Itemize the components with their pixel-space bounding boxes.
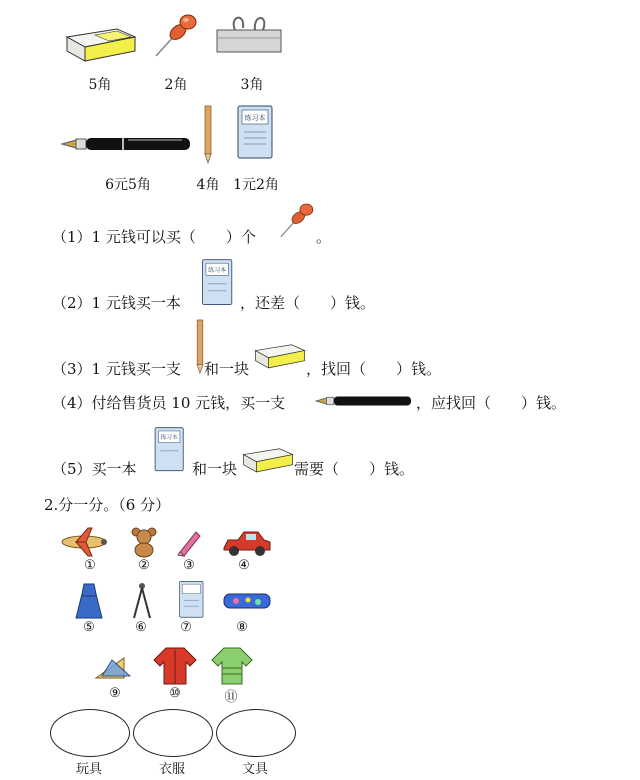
item-label-5: ⑤: [83, 620, 95, 635]
eraser-icon: [254, 334, 306, 370]
notebook-icon: [178, 580, 206, 620]
price-eraser: 5角: [88, 77, 112, 93]
section-2-title: 2.分一分。（6 分）: [44, 496, 171, 514]
price-clip: 3角: [240, 77, 264, 93]
toy-airplane-icon: [58, 526, 110, 558]
svg-text:练习本: 练习本: [244, 114, 266, 122]
notebook-icon: [150, 426, 190, 474]
price-pen: 6元5角: [105, 177, 151, 193]
price-pencil: 4角: [196, 177, 220, 193]
svg-text:练习本: 练习本: [160, 435, 178, 442]
question-5-end: 需要（ ）钱。: [294, 460, 415, 478]
item-label-10: ⑩: [169, 686, 181, 701]
svg-text:练习本: 练习本: [208, 266, 227, 274]
item-label-3: ③: [183, 558, 195, 573]
price-notebook: 1元2角: [233, 177, 279, 193]
pencil-case-icon: [222, 590, 272, 612]
item-label-9: ⑨: [109, 686, 121, 701]
question-5-text: （5）买一本: [52, 460, 137, 478]
eraser-icon: [65, 15, 137, 63]
sweater-icon: [210, 646, 254, 686]
category-toys-label: 玩具: [75, 762, 102, 777]
category-stationery-oval[interactable]: [216, 709, 296, 757]
fountain-pen-icon: [316, 392, 414, 410]
toy-car-icon: [222, 528, 272, 558]
coat-icon: [152, 646, 198, 686]
question-3-text: （3）1 元钱买一支: [52, 360, 181, 378]
question-1: [52, 226, 256, 247]
pencil-icon: [202, 106, 214, 164]
item-label-1: ①: [84, 558, 96, 573]
fountain-pen-icon: [62, 132, 194, 156]
question-4-text: （4）付给售货员 10 元钱，买一支: [52, 394, 286, 412]
question-1-text: （1）1 元钱可以买（ ）个: [52, 228, 256, 246]
category-toys-oval[interactable]: [50, 709, 130, 757]
set-square-icon: [94, 654, 132, 680]
pushpin-icon: [276, 200, 316, 240]
item-label-8: ⑧: [236, 620, 248, 635]
item-label-6: ⑥: [135, 620, 147, 635]
question-4-end: ，应找回（ ）钱。: [416, 394, 567, 412]
question-3-mid: 和一块: [204, 360, 250, 378]
pushpin-icon: [150, 10, 200, 60]
question-2-text: （2）1 元钱买一本: [52, 294, 181, 312]
item-label-11: ⑪: [224, 690, 238, 705]
notebook-icon: [236, 104, 276, 162]
question-2-end: ，还差（ ）钱。: [240, 294, 376, 312]
eraser-icon: [242, 438, 294, 474]
question-3-end: ，找回（ ）钱。: [306, 360, 442, 378]
clip-icon: [215, 12, 283, 56]
category-clothes-oval[interactable]: [133, 709, 213, 757]
price-pushpin: 2角: [164, 77, 188, 93]
notebook-icon: [198, 258, 238, 308]
item-label-7: ⑦: [180, 620, 192, 635]
question-1-end: 。: [316, 228, 332, 246]
category-clothes-label: 衣服: [158, 762, 185, 777]
compass-icon: [130, 582, 154, 620]
pencil-icon: [176, 528, 202, 556]
item-label-4: ④: [238, 558, 250, 573]
question-5-mid: 和一块: [192, 460, 238, 478]
teddy-bear-icon: [128, 526, 160, 558]
item-label-2: ②: [138, 558, 150, 573]
category-stationery-label: 文具: [241, 762, 268, 777]
dress-icon: [74, 582, 104, 620]
